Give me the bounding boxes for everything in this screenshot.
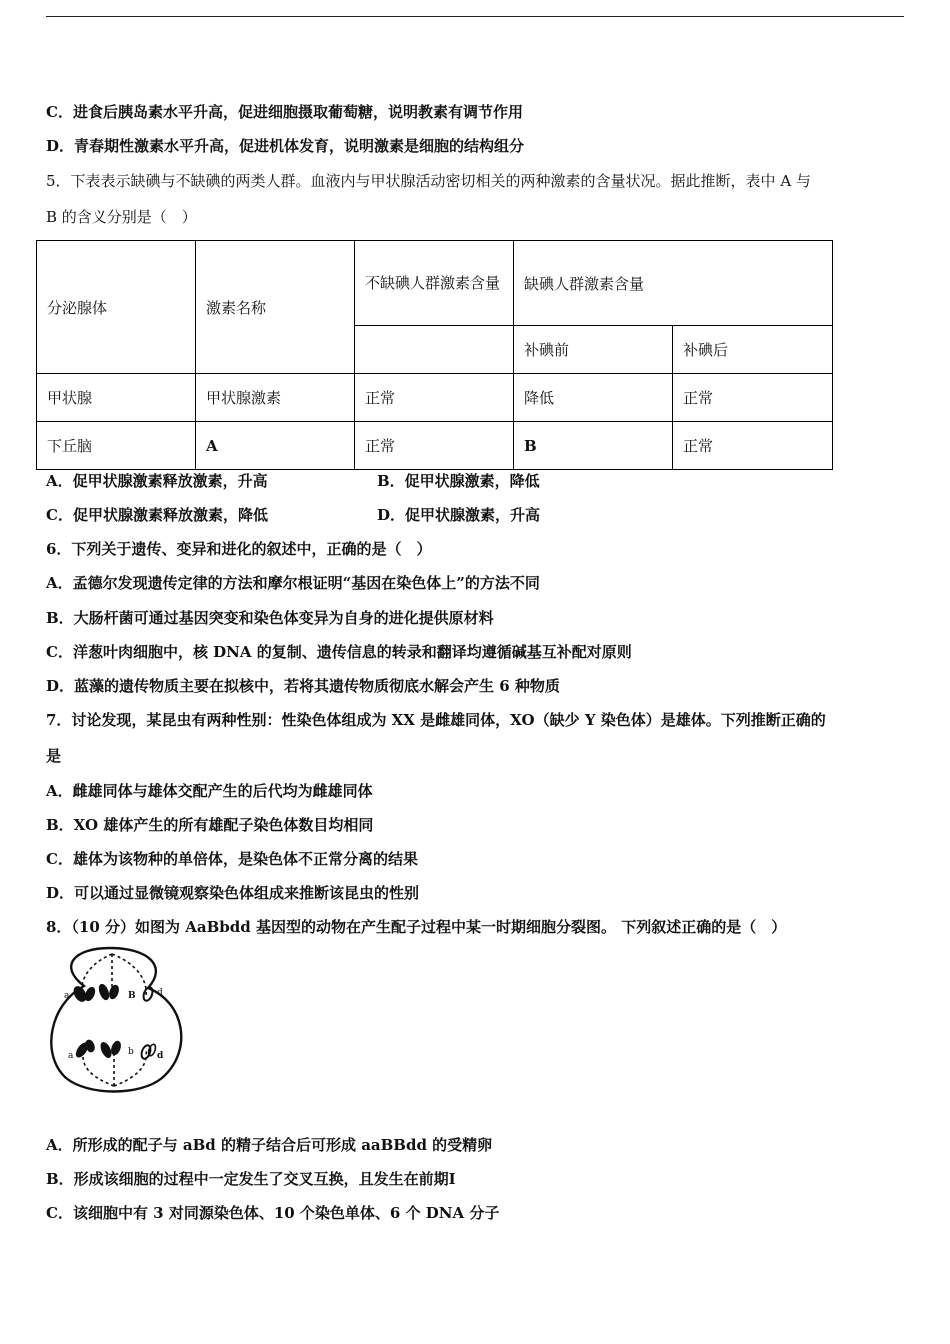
- gene-label: b: [128, 1047, 134, 1057]
- q5-option-d: D．促甲状腺激素，升高: [377, 506, 541, 524]
- cell-membrane: [51, 948, 181, 1092]
- q5-stem-line2: B 的含义分别是（ ）: [46, 208, 197, 226]
- cell-hormone: 甲状腺激素: [196, 374, 355, 422]
- cell-before: 降低: [514, 374, 673, 422]
- cell-after: 正常: [673, 422, 833, 470]
- cell-gland: 下丘脑: [37, 422, 196, 470]
- q5-option-c: C．促甲状腺激素释放激素，降低: [46, 506, 268, 524]
- gene-label: d: [157, 988, 163, 998]
- q6-option-b: B．大肠杆菌可通过基因突变和染色体变异为自身的进化提供原材料: [46, 609, 494, 627]
- q7-stem-line1: 7．讨论发现，某昆虫有两种性别：性染色体组成为 XX 是雌雄同体，XO（缺少 Y 染色体）是雄体。下列推断正确的: [46, 711, 826, 729]
- header-deficient-group: 缺碘人群激素含量: [514, 241, 833, 326]
- gene-label: d: [157, 1051, 164, 1061]
- header-hormone: 激素名称: [196, 241, 355, 374]
- cell-gland: 甲状腺: [37, 374, 196, 422]
- gene-label: a: [64, 991, 70, 1001]
- header-rule: [46, 16, 904, 17]
- q6-option-a: A．孟德尔发现遗传定律的方法和摩尔根证明“基因在染色体上”的方法不同: [46, 574, 540, 592]
- header-gland: 分泌腺体: [37, 241, 196, 374]
- q8-option-c: C．该细胞中有 3 对同源染色体、10 个染色单体、6 个 DNA 分子: [46, 1204, 500, 1222]
- cell-before: B: [514, 422, 673, 470]
- gene-label: B: [128, 991, 136, 1001]
- q8-option-a: A．所形成的配子与 aBd 的精子结合后可形成 aaBBdd 的受精卵: [46, 1136, 493, 1154]
- header-normal-empty: [355, 326, 514, 374]
- lower-chromosomes: [74, 1039, 157, 1060]
- cell-normal: 正常: [355, 422, 514, 470]
- q7-option-d: D．可以通过显微镜观察染色体组成来推断该昆虫的性别: [46, 884, 420, 902]
- q5-option-a: A．促甲状腺激素释放激素，升高: [46, 472, 268, 490]
- header-before-supplement: 补碘前: [514, 326, 673, 374]
- cell-hormone: A: [196, 422, 355, 470]
- header-after-supplement: 补碘后: [673, 326, 833, 374]
- q5-stem-line1: 5．下表表示缺碘与不缺碘的两类人群。血液内与甲状腺活动密切相关的两种激素的含量状况。据此推断，表中 A 与: [46, 172, 811, 190]
- q6-option-d: D．蓝藻的遗传物质主要在拟核中，若将其遗传物质彻底水解会产生 6 种物质: [46, 677, 560, 695]
- q8-stem: 8．（10 分）如图为 AaBbdd 基因型的动物在产生配子过程中某一时期细胞分裂图。 下列叙述正确的是（ ）: [46, 918, 787, 936]
- table-row: [37, 374, 833, 422]
- header-normal-group: 不缺碘人群激素含量: [355, 241, 514, 326]
- q7-option-c: C．雄体为该物种的单倍体，是染色体不正常分离的结果: [46, 850, 418, 868]
- q4-option-d: D．青春期性激素水平升高，促进机体发育，说明激素是细胞的结构组分: [46, 137, 525, 155]
- cell-normal: 正常: [355, 374, 514, 422]
- q7-stem-line2: 是: [46, 747, 62, 765]
- q8-option-b: B．形成该细胞的过程中一定发生了交叉互换，且发生在前期Ⅰ: [46, 1170, 456, 1188]
- q5-option-b: B．促甲状腺激素，降低: [377, 472, 540, 490]
- q7-option-b: B．XO 雄体产生的所有雄配子染色体数目均相同: [46, 816, 374, 834]
- cell-division-figure: [44, 946, 190, 1096]
- q7-option-a: A．雌雄同体与雄体交配产生的后代均为雌雄同体: [46, 782, 373, 800]
- q6-option-c: C．洋葱叶肉细胞中，核 DNA 的复制、遗传信息的转录和翻译均遵循碱基互补配对原则: [46, 643, 632, 661]
- table-row: [37, 422, 833, 470]
- q4-option-c: C．进食后胰岛素水平升高，促进细胞摄取葡萄糖，说明教素有调节作用: [46, 103, 523, 121]
- hormone-table: [36, 240, 833, 470]
- q6-stem: 6．下列关于遗传、变异和进化的叙述中，正确的是（ ）: [46, 540, 432, 558]
- cell-after: 正常: [673, 374, 833, 422]
- gene-label: a: [68, 1051, 74, 1061]
